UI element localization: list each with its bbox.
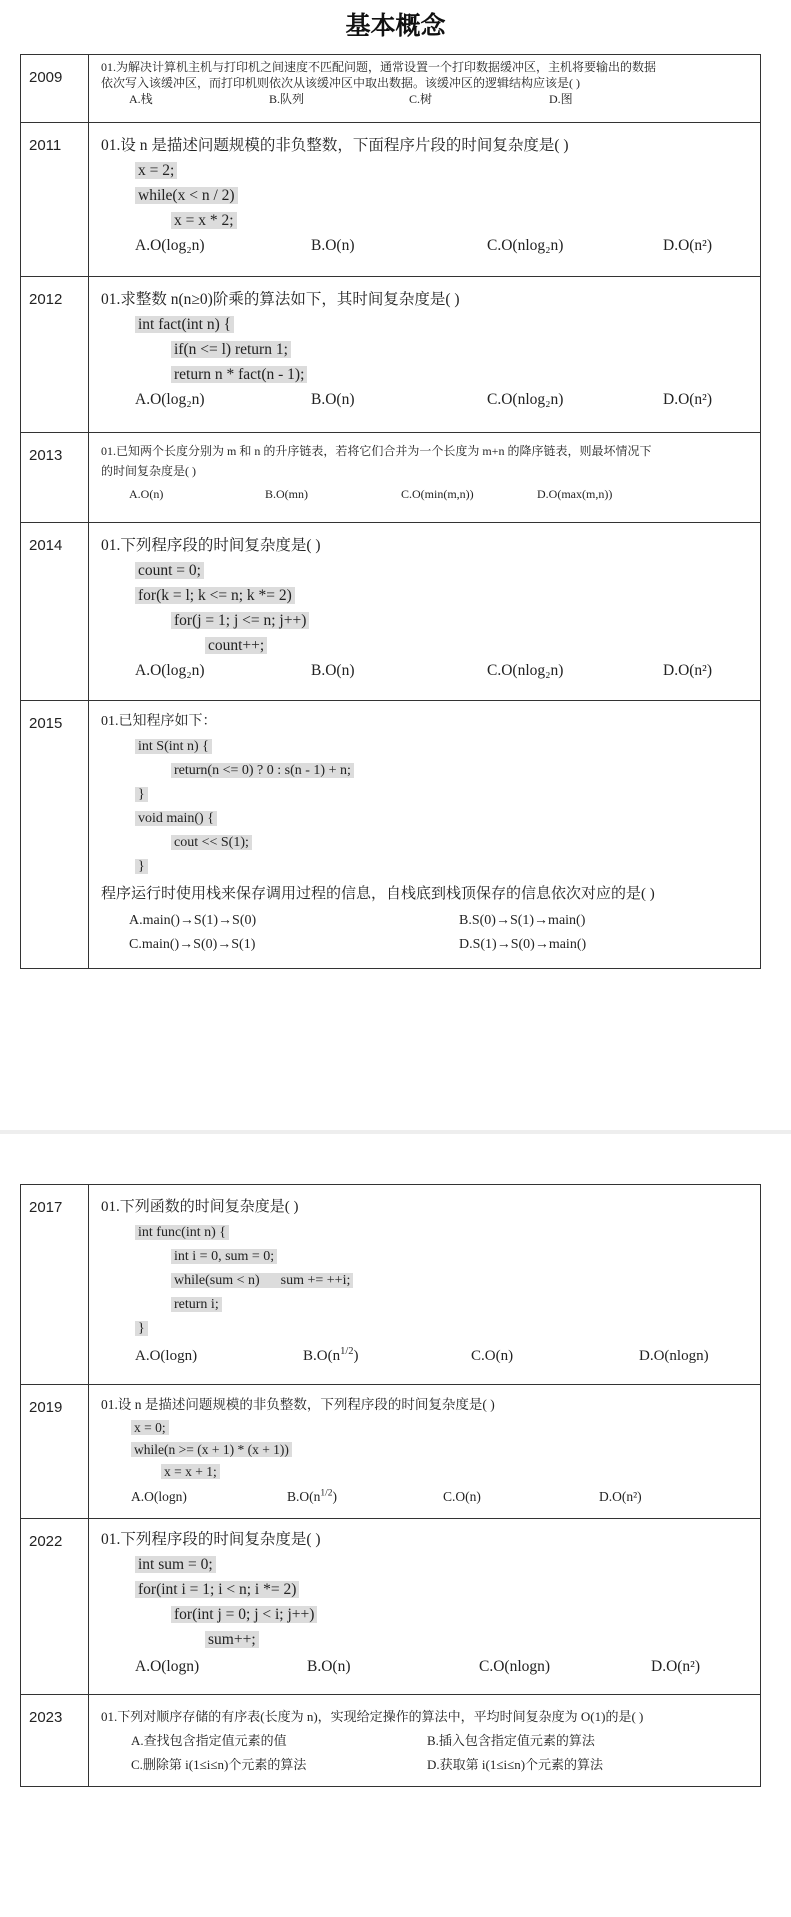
question-body <box>89 1185 761 1385</box>
option-a: A.O(log₂n) <box>135 237 205 254</box>
options-row <box>101 1341 750 1371</box>
question-stem: 的时间复杂度是( ) <box>101 464 196 478</box>
option-c: C.main()→S(0)→S(1) <box>129 937 256 952</box>
code-line: } <box>135 787 148 802</box>
option-c: C.O(n) <box>443 1489 481 1504</box>
option-d: D.O(n²) <box>651 1658 700 1675</box>
question-stem: 01.为解决计算机主机与打印机之间速度不匹配问题，通常设置一个打印数据缓冲区，主机将要输出的数据 <box>101 60 657 74</box>
options-row <box>101 1753 750 1777</box>
code-line: return(n <= 0) ? 0 : s(n - 1) + n; <box>171 763 354 778</box>
code-line: cout << S(1); <box>171 835 252 850</box>
options-row <box>101 1729 750 1753</box>
code-line: x = x * 2; <box>171 212 237 229</box>
year-cell: 2015 <box>21 701 89 969</box>
year-cell: 2023 <box>21 1695 89 1787</box>
option-d: D.S(1)→S(0)→main() <box>459 937 587 952</box>
year-cell: 2022 <box>21 1519 89 1695</box>
options-row <box>101 1652 750 1682</box>
question-row-2017 <box>21 1185 761 1385</box>
option-c: C.删除第 i(1≤i≤n)个元素的算法 <box>131 1757 307 1772</box>
option-a: A.查找包含指定值元素的值 <box>131 1733 287 1748</box>
option-d: D.O(n²) <box>663 662 712 679</box>
options-row <box>101 933 750 957</box>
year-cell: 2017 <box>21 1185 89 1385</box>
question-row-2013 <box>21 433 761 523</box>
question-body <box>89 1385 761 1519</box>
year-cell: 2012 <box>21 277 89 433</box>
option-a: A.栈 <box>129 92 153 106</box>
options-row <box>101 481 750 507</box>
question-row-2023 <box>21 1695 761 1787</box>
option-c: C.O(n) <box>471 1348 514 1364</box>
question-row-2019 <box>21 1385 761 1519</box>
code-line: x = x + 1; <box>161 1464 220 1479</box>
option-d: D.O(n²) <box>663 237 712 254</box>
option-b <box>303 1341 471 1371</box>
year-cell: 2014 <box>21 523 89 701</box>
question-body <box>89 1695 761 1787</box>
code-line: for(k = l; k <= n; k *= 2) <box>135 587 295 604</box>
year-cell: 2011 <box>21 123 89 277</box>
code-line: sum++; <box>205 1631 259 1648</box>
question-stem: 01.下列对顺序存储的有序表(长度为 n)，实现给定操作的算法中，平均时间复杂度为 O(1)的是( ) <box>101 1709 644 1724</box>
question-stem: 依次写入该缓冲区，而打印机则依次从该缓冲区中取出数据。该缓冲区的逻辑结构应该是( ) <box>101 76 580 90</box>
question-stem: 01.下列程序段的时间复杂度是( ) <box>101 537 321 554</box>
option-a: A.O(log₂n) <box>135 662 205 679</box>
option-b-exponent: 1/2 <box>320 1488 333 1499</box>
options-row <box>101 233 750 258</box>
question-stem: 01.已知程序如下： <box>101 714 217 729</box>
code-line: while(n >= (x + 1) * (x + 1)) <box>131 1442 292 1457</box>
option-b-text: B.O(n <box>287 1489 321 1504</box>
question-stem: 01.下列程序段的时间复杂度是( ) <box>101 1531 321 1548</box>
code-line: x = 2; <box>135 162 177 179</box>
code-line: int func(int n) { <box>135 1225 229 1240</box>
option-a: A.O(logn) <box>131 1489 187 1504</box>
code-line: void main() { <box>135 811 217 826</box>
code-line: return n * fact(n - 1); <box>171 366 307 383</box>
option-b: B.O(n) <box>307 1658 351 1675</box>
code-line: for(j = 1; j <= n; j++) <box>171 612 309 629</box>
question-body <box>89 433 761 523</box>
option-b: B.O(n) <box>311 237 355 254</box>
code-line: for(int i = 1; i < n; i *= 2) <box>135 1581 299 1598</box>
year-cell: 2019 <box>21 1385 89 1519</box>
question-body <box>89 55 761 123</box>
option-b-close: ) <box>332 1489 337 1504</box>
code-line: x = 0; <box>131 1420 169 1435</box>
option-a: A.main()→S(1)→S(0) <box>129 913 257 928</box>
option-c: C.O(nlog₂n) <box>487 391 564 408</box>
option-c: C.O(min(m,n)) <box>401 487 474 501</box>
option-b <box>287 1483 443 1511</box>
option-b: B.队列 <box>269 92 305 106</box>
question-stem: 01.下列函数的时间复杂度是( ) <box>101 1199 299 1215</box>
question-row-2011 <box>21 123 761 277</box>
question-row-2015 <box>21 701 761 969</box>
code-line: int i = 0, sum = 0; <box>171 1249 277 1264</box>
question-stem: 01.求整数 n(n≥0)阶乘的算法如下，其时间复杂度是( ) <box>101 291 460 308</box>
question-stem: 01.已知两个长度分别为 m 和 n 的升序链表，若将它们合并为一个长度为 m+n 的降序链表，则最坏情况下 <box>101 444 652 458</box>
option-d: D.O(n²) <box>663 391 712 408</box>
option-c: C.O(nlog₂n) <box>487 237 564 254</box>
question-stem: 01.设 n 是描述问题规模的非负整数，下面程序片段的时间复杂度是( ) <box>101 137 569 154</box>
option-b: B.O(n) <box>311 391 355 408</box>
code-line: int S(int n) { <box>135 739 212 754</box>
option-a: A.O(n) <box>129 487 164 501</box>
options-row <box>101 387 750 412</box>
question-row-2014 <box>21 523 761 701</box>
code-line: if(n <= l) return 1; <box>171 341 291 358</box>
code-line: while(x < n / 2) <box>135 187 238 204</box>
question-table-1 <box>20 54 761 969</box>
option-d: D.O(n²) <box>599 1489 642 1504</box>
code-line: count = 0; <box>135 562 204 579</box>
option-a: A.O(log₂n) <box>135 391 205 408</box>
question-body <box>89 123 761 277</box>
options-row <box>101 909 750 933</box>
question-body <box>89 277 761 433</box>
options-row <box>101 658 750 683</box>
option-c: C.O(nlog₂n) <box>487 662 564 679</box>
option-c: C.树 <box>409 92 433 106</box>
question-table-2 <box>20 1184 761 1787</box>
page-title: 基本概念 <box>345 11 446 40</box>
option-d: D.获取第 i(1≤i≤n)个元素的算法 <box>427 1757 604 1772</box>
year-cell: 2013 <box>21 433 89 523</box>
options-row <box>101 1483 750 1511</box>
question-body <box>89 701 761 969</box>
code-line: } <box>135 1321 148 1336</box>
option-a: A.O(logn) <box>135 1348 198 1364</box>
option-b: B.S(0)→S(1)→main() <box>459 913 586 928</box>
option-b: B.O(n) <box>311 662 355 679</box>
code-line: count++; <box>205 637 267 654</box>
option-b: B.O(mn) <box>265 487 308 501</box>
option-b-exponent: 1/2 <box>340 1346 354 1357</box>
code-line: while(sum < n) sum += ++i; <box>171 1273 353 1288</box>
code-line: for(int j = 0; j < i; j++) <box>171 1606 317 1623</box>
option-d: D.O(nlogn) <box>639 1348 709 1364</box>
option-b: B.插入包含指定值元素的算法 <box>427 1733 595 1748</box>
question-body <box>89 1519 761 1695</box>
options-row <box>101 91 750 107</box>
question-row-2022 <box>21 1519 761 1695</box>
code-line: int fact(int n) { <box>135 316 234 333</box>
option-d: D.图 <box>549 92 573 106</box>
option-b-close: ) <box>353 1348 359 1364</box>
question-body <box>89 523 761 701</box>
code-line: } <box>135 859 148 874</box>
code-line: int sum = 0; <box>135 1556 216 1573</box>
question-row-2012 <box>21 277 761 433</box>
option-a: A.O(logn) <box>135 1658 200 1675</box>
option-c: C.O(nlogn) <box>479 1658 551 1675</box>
year-cell: 2009 <box>21 55 89 123</box>
question-text: 程序运行时使用栈来保存调用过程的信息，自栈底到栈顶保存的信息依次对应的是( ) <box>101 886 655 902</box>
page-separator <box>0 1130 791 1134</box>
question-row-2009 <box>21 55 761 123</box>
option-b-text: B.O(n <box>303 1348 341 1364</box>
question-stem: 01.设 n 是描述问题规模的非负整数，下列程序段的时间复杂度是( ) <box>101 1397 495 1412</box>
code-line: return i; <box>171 1297 222 1312</box>
option-d: D.O(max(m,n)) <box>537 487 613 501</box>
